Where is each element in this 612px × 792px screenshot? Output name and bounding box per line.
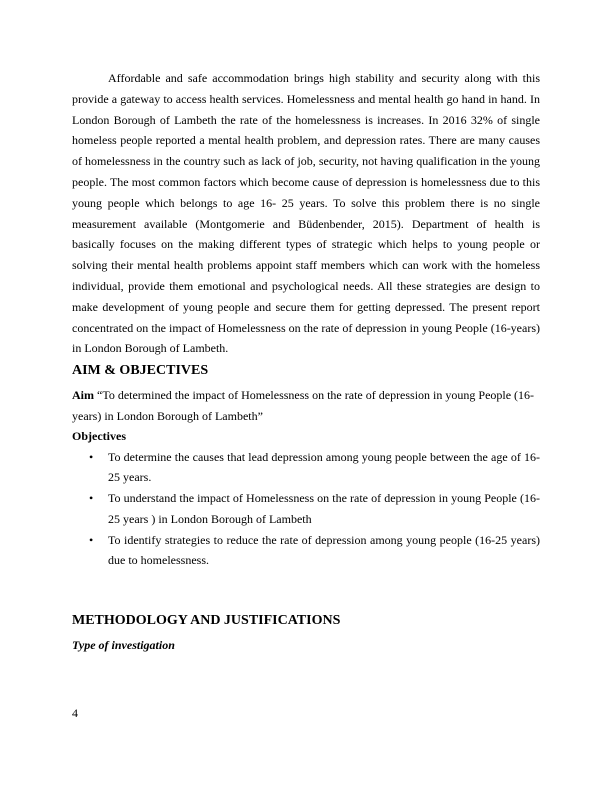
methodology-heading: METHODOLOGY AND JUSTIFICATIONS (72, 613, 341, 628)
aim-text: “To determined the impact of Homelessness on the rate of depression in young People (16-years) in London Borough of Lambeth” (72, 388, 535, 423)
bullet-icon: • (89, 532, 94, 547)
bullet-icon: • (89, 491, 94, 506)
type-of-investigation-heading: Type of investigation (72, 638, 175, 652)
bullet-icon: • (89, 449, 94, 464)
objective-text: To identify strategies to reduce the rate of depression among young people (16-25 years) due to homelessness. (108, 532, 540, 568)
page-content (72, 68, 540, 571)
objectives-list (72, 447, 540, 571)
objective-item (72, 530, 540, 571)
aim-objectives-heading: AIM & OBJECTIVES (72, 363, 209, 379)
objective-item (72, 488, 540, 529)
objective-item (72, 447, 540, 488)
page-number: 4 (72, 706, 78, 720)
intro-paragraph: Affordable and safe accommodation brings high stability and security along with this provide a gateway to access health services. Homelessness and mental health go hand in hand. In London Borough of Lambeth the rate of the homelessness is increases. In 2016 32% of single homeless people reported a mental health problem, and depression rates. There are many causes of homelessness in the country such as lack of job, security, not having qualification in the young people. The most common factors which become cause of depression is homelessness due to this young people which belongs to age 16- 25 years. To solve this problem there is no single measurement available (Montgomerie and Büdenbender, 2015). Department of health is basically focuses on the making different types of strategic which helps to young people or solving their mental health problems appoint staff members which can work with the homeless individual, provide them emotional and psychological needs. All these strategies are design to make development of young people and secure them for getting depressed. The present report concentrated on the impact of Homelessness on the rate of depression in young People (16-years) in London Borough of Lambeth. (72, 71, 540, 356)
objective-text: To determine the causes that lead depression among young people between the age of 16-25 years. (108, 449, 540, 485)
objectives-heading: Objectives (72, 429, 126, 444)
aim-paragraph (72, 385, 540, 426)
aim-label: Aim (72, 388, 94, 403)
objective-text: To understand the impact of Homelessness on the rate of depression in young People (16-25 years ) in London Borough of Lambeth (108, 491, 540, 526)
